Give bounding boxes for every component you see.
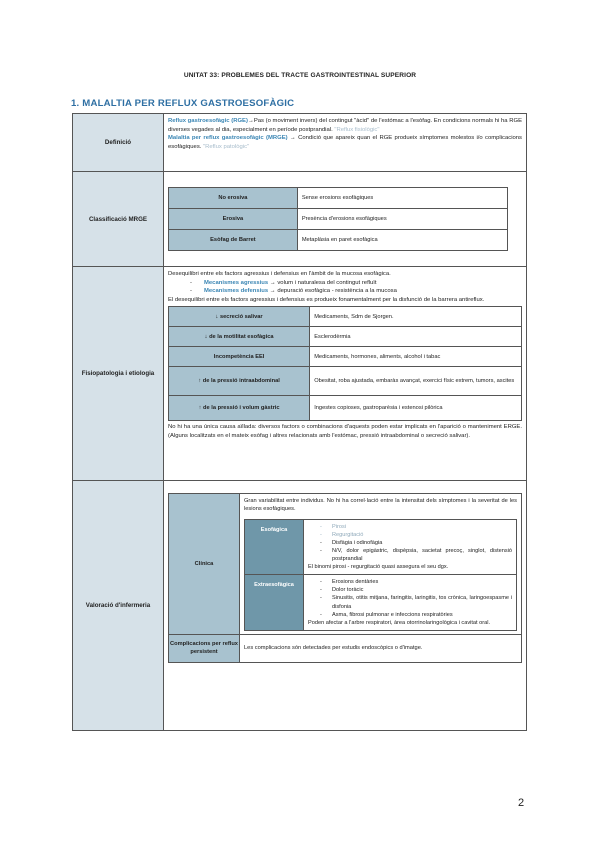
clinica-content <box>240 494 522 635</box>
classificacio-row <box>169 209 508 230</box>
factor-row <box>169 367 522 396</box>
mrge-text: → Condició que apareix quan el RGE produeix símptomes molestos i/o complicacions esofàgiques. <box>168 135 523 150</box>
classificacio-table <box>168 187 508 251</box>
esofagica-list <box>308 523 512 564</box>
mec-def-text: → depuració esofàgica - resistència a la mucosa <box>268 288 397 295</box>
classificacio-row <box>169 188 508 209</box>
complicacions-text: Les complicacions són detectades per estudis endoscòpics o d'imatge. <box>240 634 522 662</box>
definicio-content <box>164 114 527 172</box>
factor-key: ↑ de la pressió intraabdominal <box>169 367 310 396</box>
extraesofagica-outro: Poden afectar a l'arbre respiratori, àrea otorrinolaringològica i cavitat oral. <box>308 619 491 626</box>
mrge-note: "Reflux patològic" <box>203 143 250 150</box>
definicio-label: Definició <box>73 114 164 172</box>
list-item: - Erosions dentàries <box>332 578 512 586</box>
factor-value: Medicaments, Sdm de Sjorgen. <box>310 307 522 327</box>
classificacio-content <box>164 172 527 267</box>
mrge-table <box>72 113 527 731</box>
classificacio-key: Erosiva <box>169 209 298 230</box>
classificacio-label: Classificació MRGE <box>73 172 164 267</box>
classificacio-key: No erosiva <box>169 188 298 209</box>
factor-key: Incompetència EEI <box>169 347 310 367</box>
fisiopatologia-content <box>164 267 527 481</box>
esofagica-row <box>245 519 517 575</box>
complicacions-row <box>169 634 522 662</box>
factor-value: Obesitat, roba ajustada, embaràs avançat, exercici físic extrem, tumors, ascites <box>310 367 522 396</box>
classificacio-row <box>169 230 508 251</box>
classificacio-value: Presència d'erosions esofàgiques <box>297 209 507 230</box>
page-number: 2 <box>518 797 525 809</box>
mec-agr-term: Mecanismes agressius <box>204 279 269 286</box>
factor-value: Esclerodèrmia <box>310 327 522 347</box>
fisiopatologia-intro: Desequilibri entre els factors agressius i defensius en l'àmbit de la mucosa esofàgica. <box>168 271 391 277</box>
valoracio-table <box>168 493 522 663</box>
list-item <box>204 287 522 296</box>
factor-row <box>169 307 522 327</box>
fisiopatologia-label: Fisiopatologia i etiologia <box>73 267 164 481</box>
mecanismes-list <box>168 279 522 296</box>
esofagica-label: Esofàgica <box>245 519 304 575</box>
classificacio-value: Metaplàsia en paret esofàgica <box>297 230 507 251</box>
mrge-term: Malaltia per reflux gastroesofàgic (MRGE) <box>168 135 288 142</box>
clinica-subtable <box>244 519 517 631</box>
factor-row <box>169 347 522 367</box>
rge-term: Reflux gastroesofàgic (RGE) <box>168 118 248 124</box>
factors-table <box>168 306 522 421</box>
factor-row <box>169 396 522 421</box>
extraesofagica-content <box>304 575 517 631</box>
factor-key: ↑ de la pressió i volum gàstric <box>169 396 310 421</box>
fisiopatologia-intro2: El desequilibri entre els factors agressius i defensius es produeix fonamentalment per la disfunció de la barrera antireflux. <box>168 296 485 303</box>
clinica-row <box>169 494 522 635</box>
factor-value: Ingestes copioses, gastroparèsia i estenosi pilòrica <box>310 396 522 421</box>
list-item: - Dolor toràcic <box>332 586 512 594</box>
fisiopatologia-outro: No hi ha una única causa aïllada: diversos factors o combinacions d'aquests poden estar implicats en l'aparició o manteniment ERGE. (Alguns localitzats en el mateix esòfag i altres relacionats amb l'estómac, pressió intraabdominal o secreció salivar). <box>168 424 522 439</box>
valoracio-content <box>164 481 527 731</box>
page-header: UNITAT 33: PROBLEMES DEL TRACTE GASTROINTESTINAL SUPERIOR <box>183 72 417 79</box>
esofagica-outro: El binomi pirosi - regurgitació quasi assegura el seu dgx. <box>308 564 449 571</box>
list-item: - N/V, dolor epigàstric, dispèpsia, sacietat precoç, singlot, distensió postprandial <box>332 547 512 563</box>
mec-agr-text: → volum i naturalesa del contingut refluït <box>268 279 377 286</box>
list-item: - Regurgitació <box>332 531 512 539</box>
rge-text: →Pas (o moviment invers) del contingut "àcid" de l'estómac a l'esòfag. En condicions normals hi ha RGE diverses vegades al dia, especialment en període postprandial. <box>168 118 522 133</box>
clinica-intro: Gran variabilitat entre individus. No hi ha correl·lació entre la intensitat dels símptomes i la severitat de les lesions esofàgiques. <box>244 498 517 513</box>
factor-key: ↓ secreció salivar <box>169 307 310 327</box>
factor-row <box>169 327 522 347</box>
extraesofagica-row <box>245 575 517 631</box>
list-item <box>204 279 522 288</box>
mec-def-term: Mecanismes defensius <box>204 288 269 295</box>
extraesofagica-label: Extraesofàgica <box>245 575 304 631</box>
clinica-label: Clínica <box>169 494 240 635</box>
section-title: 1. MALALTIA PER REFLUX GASTROESOFÀGIC <box>71 98 295 109</box>
rge-note: "Reflux fisiològic" <box>334 126 380 133</box>
esofagica-content <box>304 519 517 575</box>
valoracio-label: Valoració d'infermeria <box>73 481 164 731</box>
list-item: - Pirosi <box>332 523 512 531</box>
list-item: - Sinusitis, otitis mitjana, faringitis, laringitis, tos crònica, laringoespasme i disfonia <box>332 594 512 610</box>
list-item: - Disfàgia i odinofàgia <box>332 539 512 547</box>
extraesofagica-list <box>308 578 512 619</box>
factor-value: Medicaments, hormones, aliments, alcohol i tabac <box>310 347 522 367</box>
complicacions-label: Complicacions per reflux persistent <box>169 634 240 662</box>
factor-key: ↓ de la motilitat esofàgica <box>169 327 310 347</box>
classificacio-value: Sense erosions esofàgiques <box>297 188 507 209</box>
classificacio-key: Esòfag de Barret <box>169 230 298 251</box>
list-item: - Asma, fibrosi pulmonar e infeccions respiratòries <box>332 611 512 619</box>
